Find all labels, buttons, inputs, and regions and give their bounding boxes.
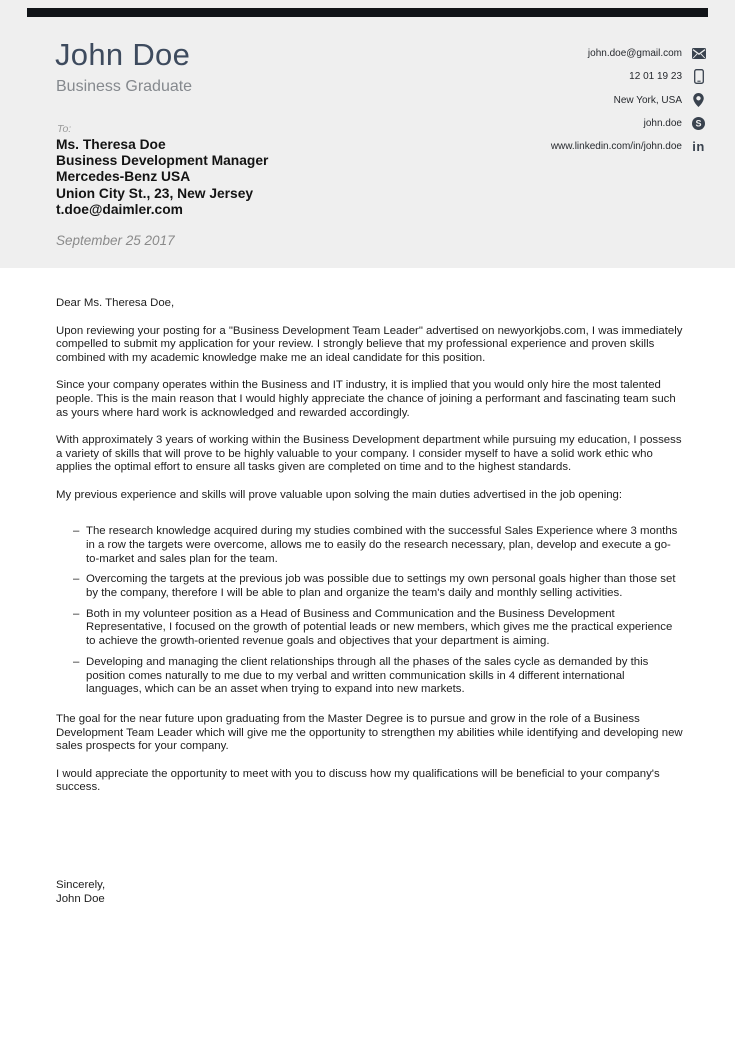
letter-body: [56, 297, 683, 808]
signature-block: [56, 879, 105, 907]
paragraph: The goal for the near future upon graduating from the Master Degree is to pursue and grow in the role of a Business Development Team Leader which will give me the opportunity to strengthen my abilities while identifying and developing new sales prospects for your company.: [56, 712, 683, 753]
location-icon: [691, 93, 706, 107]
contact-skype-text: john.doe: [643, 118, 682, 130]
svg-text:S: S: [695, 118, 702, 129]
list-intro: My previous experience and skills will prove valuable upon solving the main duties advertised in the job opening:: [56, 488, 623, 501]
bullet-item: – Both in my volunteer position as a Head of Business and Communication and the Business Development Representative, I focused on the growth of potential leads or new members, which gives me the practical experience to achieve the growth-oriented revenue goals and objectives that your department is aiming.: [56, 608, 683, 649]
recipient-address: Union City St., 23, New Jersey: [56, 185, 254, 201]
linkedin-icon: in: [692, 139, 705, 155]
contact-linkedin-text: www.linkedin.com/in/john.doe: [550, 141, 682, 153]
paragraph: With approximately 3 years of working within the Business Development department while pursuing my education, I possess a variety of skills that will prove to be highly valuable to your company. I consider myself to have a solid work ethic who applies the optimal effort to ensure all tasks given are completed on time and to the highest standards.: [56, 433, 682, 474]
top-accent-bar: [27, 8, 708, 17]
paragraph: Upon reviewing your posting for a "Business Development Team Leader" advertised on newyorkjobs.com, I was immediately compelled to submit my application for your review. I strongly believe that my professional experience and proven skills combined with my academic knowledge make me an ideal candidate for this position.: [56, 324, 683, 365]
duties-bullet-list: [56, 525, 683, 697]
contact-location-text: New York, USA: [613, 94, 682, 106]
contact-email-text: john.doe@gmail.com: [587, 48, 682, 60]
person-title: Business Graduate: [56, 78, 193, 95]
recipient-email: t.doe@daimler.com: [56, 201, 183, 217]
recipient-to-label: To:: [57, 123, 72, 135]
contact-email: [551, 42, 706, 65]
salutation: Dear Ms. Theresa Doe,: [56, 297, 175, 309]
bullet-item: – Overcoming the targets at the previous job was possible due to settings my own personal goals higher than those set by the company, therefore I will be able to plan and organize the team's daily and monthly selling activities.: [56, 573, 683, 600]
recipient-job-title: Business Development Manager: [56, 153, 269, 169]
signoff: Sincerely,: [56, 879, 106, 891]
bullet-item: – The research knowledge acquired during my studies combined with the successful Sales Experience where 3 months in a row the targets were overcome, allows me to easily do the research necessary, plan, develop and execute a go-to-market and sales plan for the team.: [56, 525, 683, 566]
skype-icon: [691, 117, 706, 130]
contact-phone-text: 12 01 19 23: [629, 71, 682, 83]
signature-name: John Doe: [56, 892, 105, 905]
contact-list: [551, 42, 706, 158]
recipient-block: [56, 137, 268, 218]
contact-linkedin: [551, 135, 706, 158]
paragraph: Since your company operates within the Business and IT industry, it is implied that you would only hire the most talented people. This is the main reason that I would highly appreciate the chance of joining a performant and fascinating team such as yours where hard work is acknowledged and rewarded accordingly.: [56, 379, 676, 419]
recipient-company: Mercedes-Benz USA: [56, 169, 191, 185]
contact-skype: [551, 112, 706, 135]
bullet-item: – Developing and managing the client relationships through all the phases of the sales cycle as demanded by this position comes naturally to me due to my verbal and written communication skills in 4 different international languages, which can be an asset when trying to expand into new markets.: [56, 656, 683, 697]
contact-phone: [551, 65, 706, 88]
phone-icon: [691, 69, 706, 84]
paragraph: I would appreciate the opportunity to meet with you to discuss how my qualifications will be beneficial to your company's success.: [56, 767, 660, 794]
contact-location: [551, 89, 706, 112]
letter-date: September 25 2017: [56, 233, 175, 248]
header-band: [0, 0, 735, 268]
person-name: John Doe: [55, 37, 191, 72]
email-icon: [691, 48, 706, 59]
recipient-name: Ms. Theresa Doe: [56, 137, 166, 152]
